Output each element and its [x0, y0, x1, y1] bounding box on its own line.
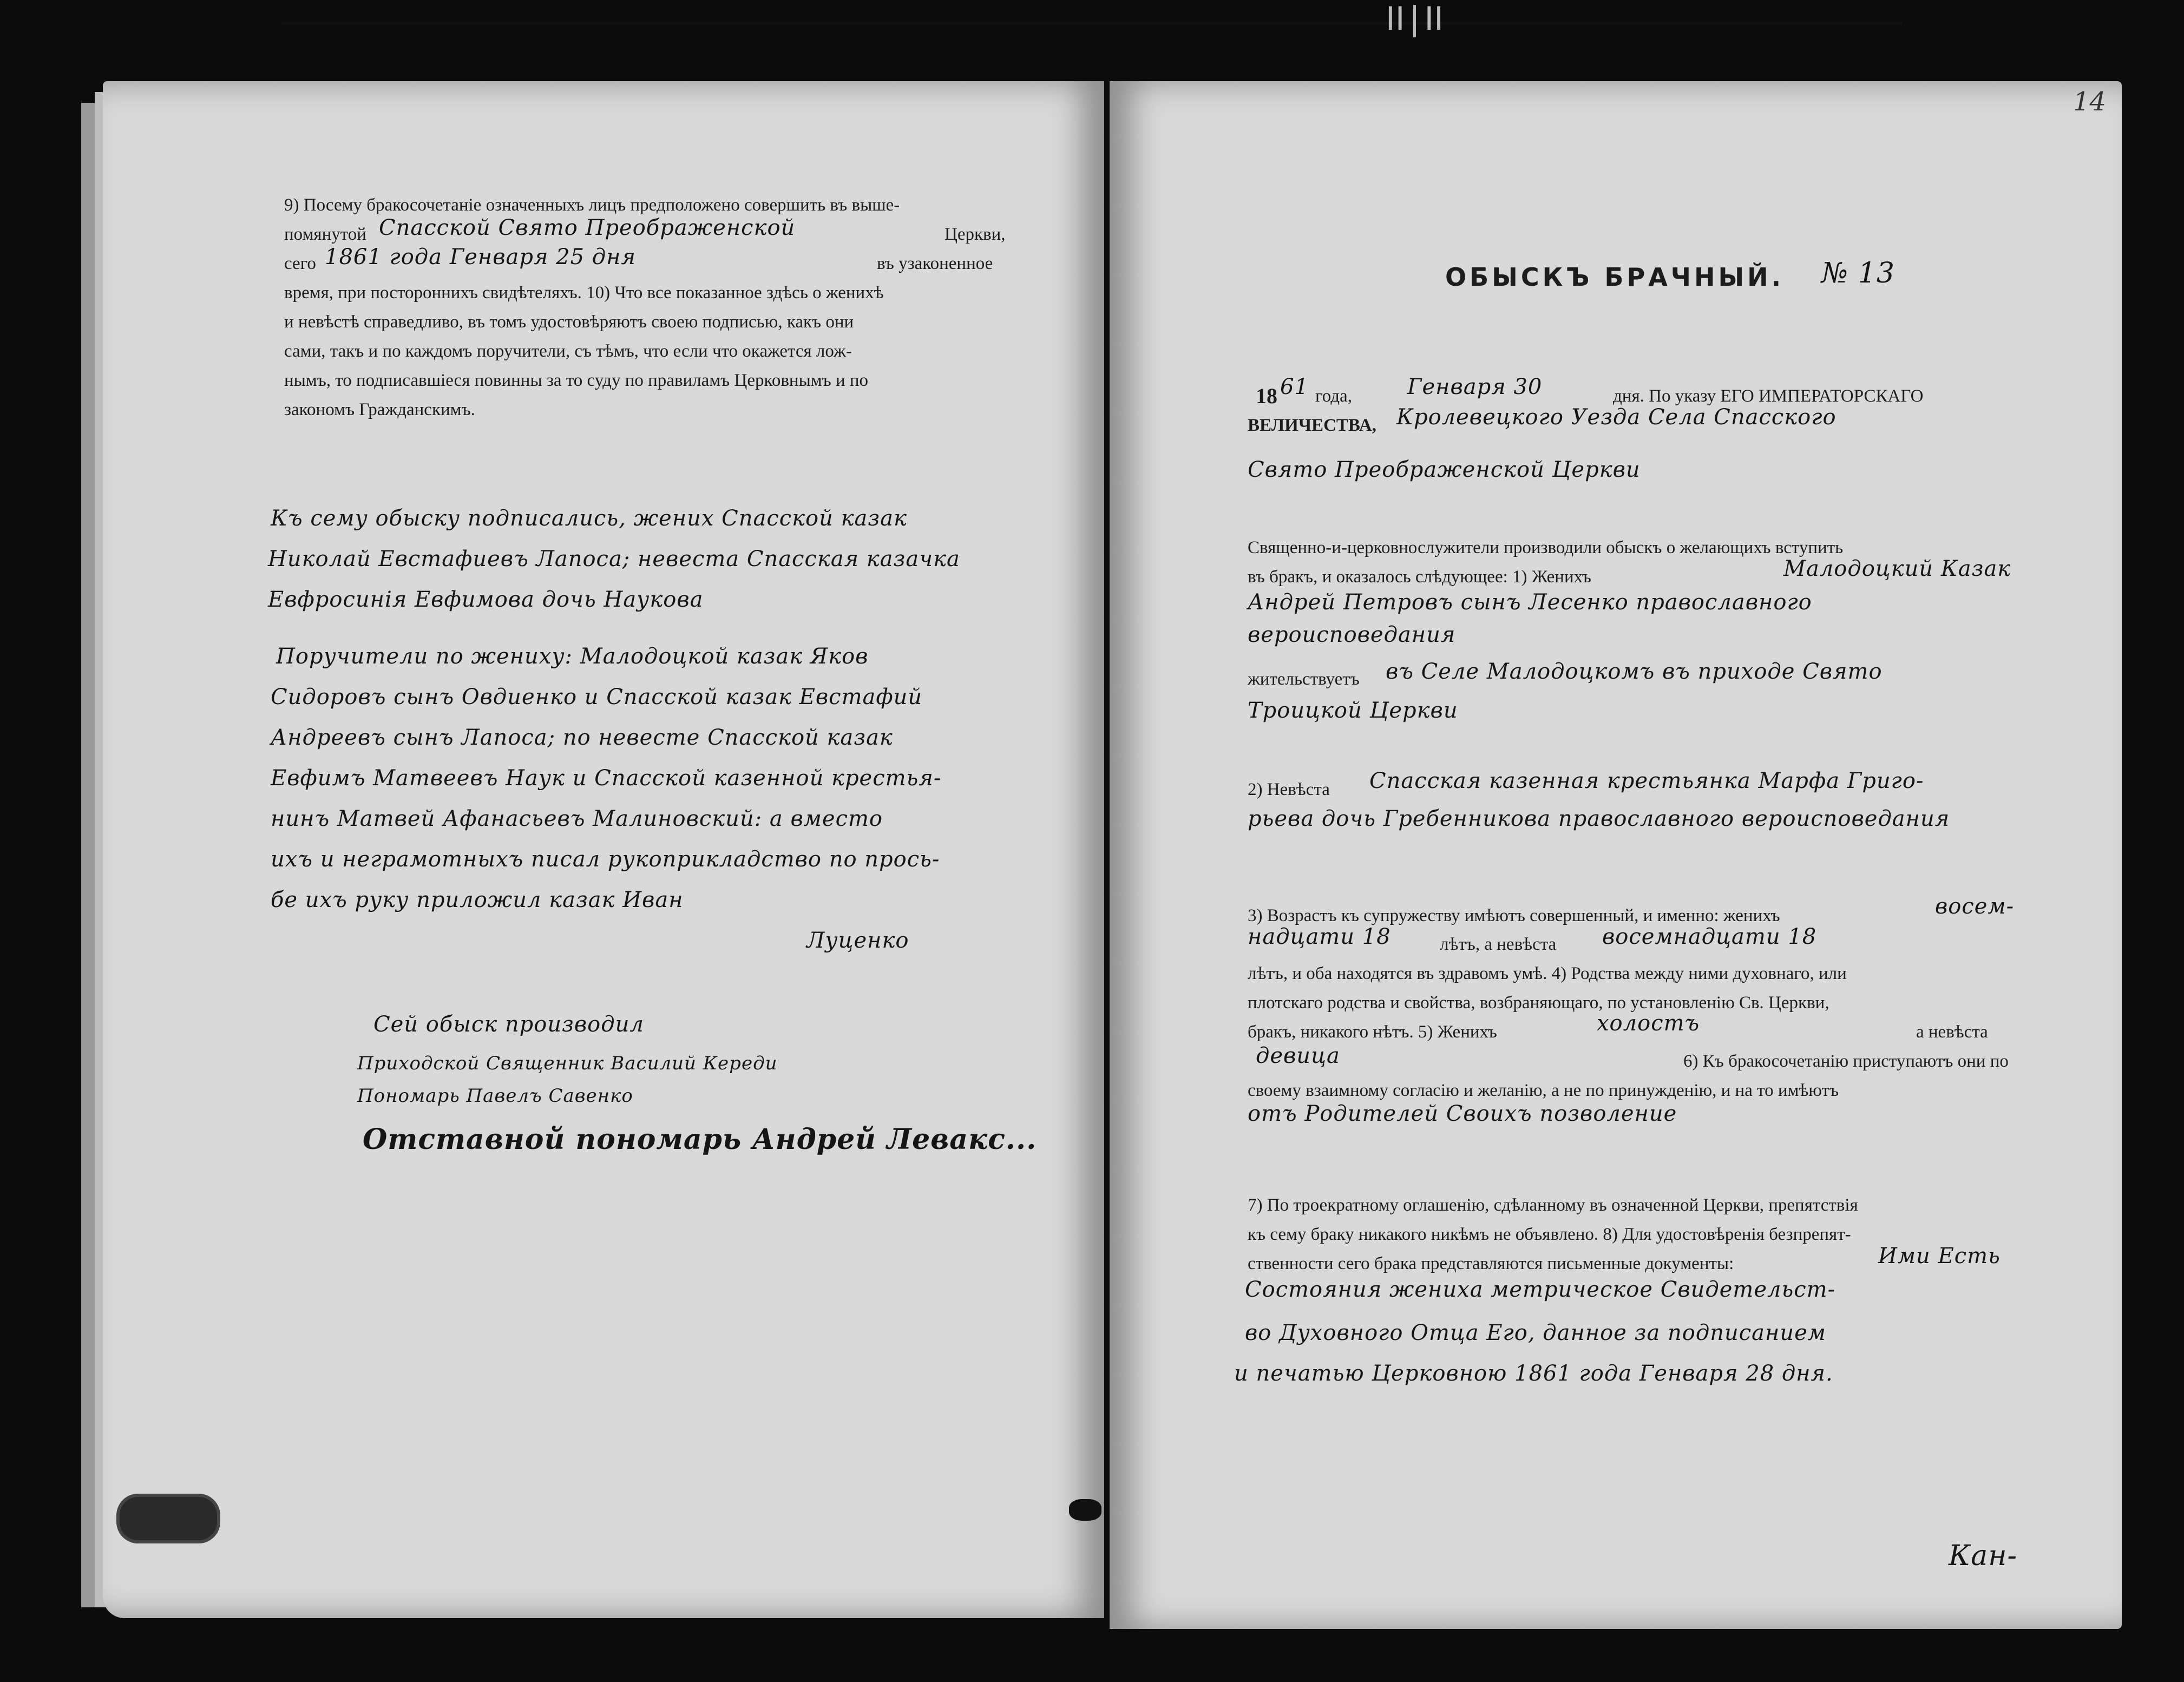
- intro-goda: года,: [1315, 386, 1352, 406]
- groom-hand-1: Малодоцкий Казак: [1783, 556, 2011, 581]
- docs-hand-2: Состояния жениха метрическое Свидетельст-: [1245, 1277, 1836, 1302]
- left-church-hand: Спасской Свято Преображенской: [379, 215, 796, 240]
- bride-status-hand: девица: [1256, 1043, 1340, 1068]
- para3-line3: лѣтъ, и оба находятся въ здравомъ умѣ. 4) Родства между ними духовнаго, или: [1248, 964, 1847, 983]
- bride-hand-1: Спасская казенная крестьянка Марфа Григо-: [1369, 768, 1924, 793]
- groom-hand-3: вероисповедания: [1248, 622, 1456, 647]
- left-para9-word: помянутой: [284, 225, 366, 244]
- groom-hand-4: въ Селе Малодоцкомъ въ приходе Свято: [1386, 659, 1883, 684]
- age-hand-2: надцати 18: [1248, 924, 1391, 949]
- docs-hand-4: и печатью Церковною 1861 года Генваря 28 дня.: [1234, 1361, 1833, 1386]
- catchword: Кан-: [1949, 1540, 2018, 1572]
- left-para9-line6: и невѣстѣ справедливо, въ томъ удостовѣряютъ своею подписью, какъ они: [284, 312, 854, 332]
- para7-line3: ственности сего брака представляются письменные документы:: [1248, 1254, 1734, 1273]
- scan-mark: ⅠⅠ|ⅠⅠ: [1386, 0, 1444, 38]
- left-date-hand: 1861 года Генваря 25 дня: [325, 245, 636, 270]
- age-hand-1: восем-: [1935, 894, 2015, 919]
- para3-line4: плотскаго родства и свойства, возбраняющаго, по установленію Св. Церкви,: [1248, 993, 1829, 1013]
- page-number: 14: [2073, 87, 2107, 117]
- para3-line6: 6) Къ бракосочетанію приступаютъ они по: [1683, 1052, 2009, 1071]
- signed-line-2: Николай Евстафиевъ Лапоса; невеста Спасская казачка: [268, 547, 960, 571]
- produced-line-1: Сей обыск производил: [373, 1012, 644, 1037]
- intro-year-hand: 61: [1280, 374, 1309, 399]
- signed-line-3: Евфросинія Евфимова дочь Наукова: [268, 587, 704, 612]
- guarantors-line-7: бе ихъ руку приложил казак Иван: [271, 888, 684, 912]
- intro-vel: ВЕЛИЧЕСТВА,: [1248, 416, 1376, 435]
- guarantors-line-1: Поручители по жениху: Малодоцкой казак Яков: [276, 644, 869, 669]
- guarantors-line-8: Луценко: [806, 928, 909, 953]
- guarantors-line-2: Сидоровъ сынъ Овдиенко и Спасской казак Евстафий: [271, 685, 923, 709]
- document-number: № 13: [1821, 257, 1895, 290]
- guarantors-line-4: Евфимъ Матвеевъ Наук и Спасской казенной крестья-: [271, 766, 942, 791]
- left-para9-line8: нымъ, то подписавшіеся повинны за то суду по правиламъ Церковнымъ и по: [284, 371, 869, 390]
- left-para9-lawful: въ узаконенное: [877, 254, 993, 273]
- document-title: ОБЫСКЪ БРАЧНЫЙ.: [1445, 262, 1785, 292]
- intro-year-prefix: 18: [1256, 384, 1277, 408]
- scan-top-strip: [281, 22, 1903, 25]
- left-para9-line7: сами, такъ и по каждомъ поручители, съ тѣмъ, что если что окажется лож-: [284, 341, 852, 361]
- left-para9-line9: закономъ Гражданскимъ.: [284, 400, 475, 419]
- bride-label: 2) Невѣста: [1248, 780, 1330, 799]
- docs-hand-1: Ими Есть: [1878, 1244, 2001, 1269]
- guarantors-line-6: ихъ и неграмотныхъ писал рукоприкладство по прось-: [271, 847, 940, 872]
- consent-hand: отъ Родителей Своихъ позволение: [1248, 1101, 1677, 1126]
- left-para9-church-label: Церкви,: [945, 225, 1006, 244]
- para1-line1: Священно-и-церковнослужители производили обыскъ о желающихъ вступить: [1248, 538, 1844, 557]
- para1-line2: въ бракъ, и оказалось слѣдующее: 1) Женихъ: [1248, 567, 1591, 587]
- para3-line1: 3) Возрастъ къ супружеству имѣютъ совершенный, и именно: женихъ: [1248, 906, 1780, 925]
- guarantors-line-5: нинъ Матвей Афанасьевъ Малиновский: а вместо: [271, 806, 883, 831]
- binder-clip: [116, 1494, 220, 1543]
- para1-residence: жительствуетъ: [1248, 669, 1360, 689]
- para7-line1: 7) По троекратному оглашенію, сдѣланному въ означенной Церкви, препятствія: [1248, 1195, 1858, 1215]
- left-para9-line5: время, при постороннихъ свидѣтеляхъ. 10) Что все показанное здѣсь о женихѣ: [284, 283, 884, 303]
- ink-blot: [1069, 1499, 1101, 1521]
- intro-hand-1: Кролевецкого Уезда Села Спасского: [1396, 405, 1837, 430]
- para3-line5: бракъ, никакого нѣтъ. 5) Женихъ: [1248, 1022, 1497, 1042]
- groom-hand-2: Андрей Петровъ сынъ Лесенко православного: [1248, 590, 1812, 615]
- left-para9-line1: 9) Посему бракосочетаніе означенныхъ лицъ предположено совершить въ выше-: [284, 195, 900, 215]
- left-para9-sego: сего: [284, 254, 316, 273]
- para3-line2: лѣтъ, а невѣста: [1440, 935, 1557, 954]
- right-page: [1110, 81, 2122, 1629]
- groom-status-hand: холостъ: [1597, 1011, 1700, 1036]
- groom-hand-5: Троицкой Церкви: [1248, 698, 1458, 723]
- para3-bride: а невѣста: [1916, 1022, 1988, 1042]
- bride-hand-2: рьева дочь Гребенникова православного вероисповедания: [1248, 806, 1950, 831]
- intro-rest: дня. По указу ЕГО ИМПЕРАТОРСКАГО: [1613, 386, 1924, 406]
- docs-hand-3: во Духовного Отца Его, данное за подписанием: [1245, 1320, 1826, 1345]
- produced-line-3: Пономарь Павелъ Савенко: [357, 1085, 633, 1107]
- intro-month-hand: Генваря 30: [1407, 374, 1543, 399]
- signed-line-1: Къ сему обыску подписались, жених Спасской казак: [271, 506, 907, 531]
- para3-line7: своему взаимному согласію и желанію, а не по принужденію, и на то имѣютъ: [1248, 1081, 1839, 1100]
- age-hand-3: восемнадцати 18: [1602, 924, 1817, 949]
- produced-line-2: Приходской Священник Василий Кереди: [357, 1053, 778, 1074]
- guarantors-line-3: Андреевъ сынъ Лапоса; по невесте Спасской казак: [271, 725, 893, 750]
- para7-line2: къ сему браку никакого никѣмъ не объявлено. 8) Для удостовѣренія безпрепят-: [1248, 1225, 1851, 1244]
- intro-hand-2: Свято Преображенской Церкви: [1248, 457, 1641, 482]
- produced-line-4: Отставной пономарь Андрей Левакс...: [363, 1123, 1037, 1156]
